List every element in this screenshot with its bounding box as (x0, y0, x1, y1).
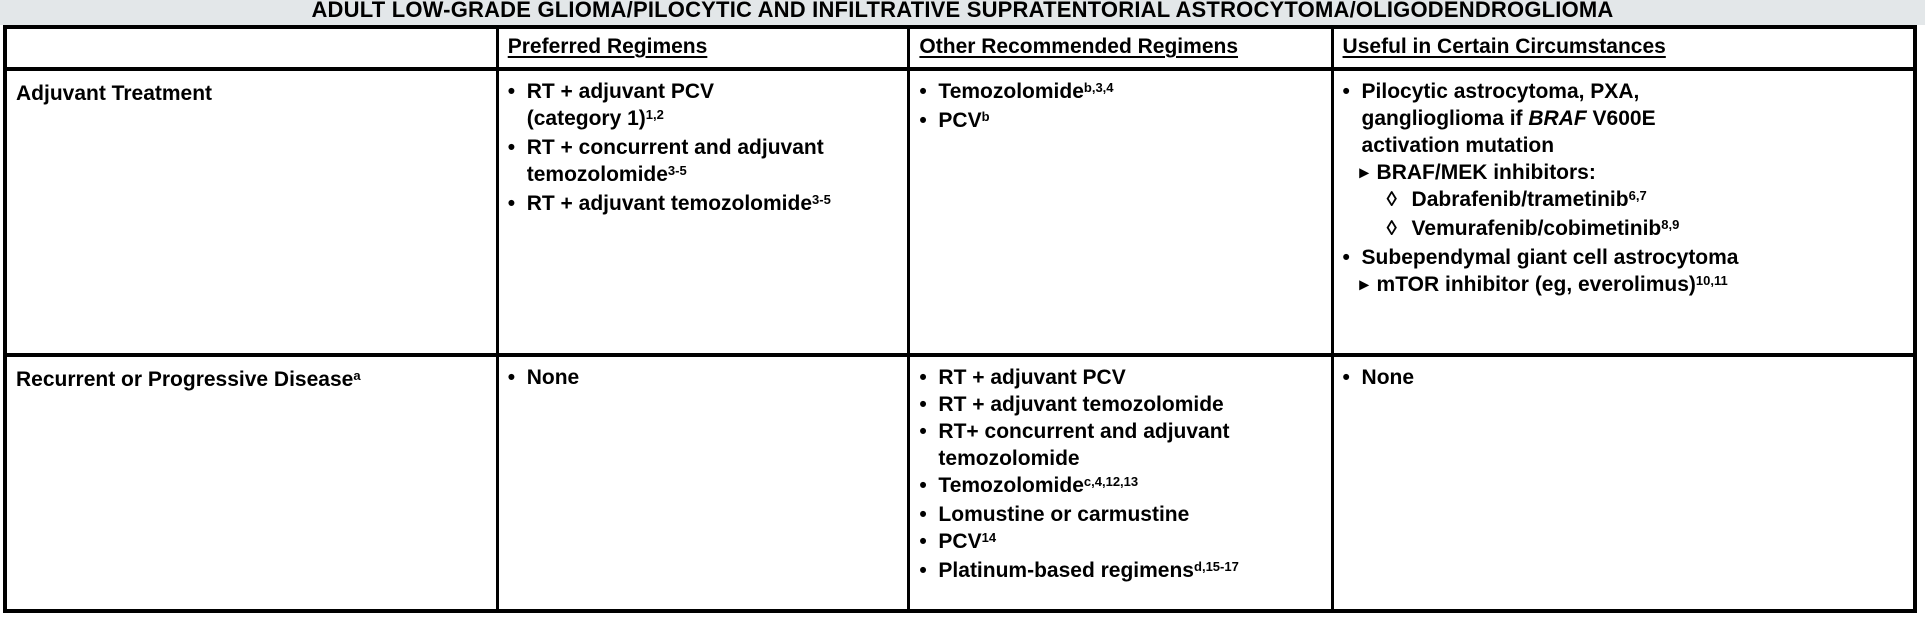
list-item-text: RT+ concurrent and adjuvant temozolomide (938, 420, 1230, 470)
bullet-icon: • (507, 192, 516, 215)
list-item-text: Pilocytic astrocytoma, PXA, ganglioglioma if BRAF V600E activation mutation (1361, 80, 1656, 157)
gene-name: BRAF (1528, 107, 1587, 130)
bullet-icon: • (919, 366, 927, 389)
list-item (919, 78, 1322, 107)
useful-circumstances-cell (1334, 357, 1913, 609)
list-item (919, 107, 1322, 136)
list-item-text: PCV$^{14}$ (938, 530, 997, 553)
footnote-ref: d,15-17 (1194, 559, 1239, 575)
footnote-ref: 10,11 (1695, 273, 1728, 289)
list-item-text: BRAF/MEK inhibitors: (1376, 161, 1596, 184)
other-recommended-cell (910, 71, 1333, 353)
list-item-text: Lomustine or carmustine (938, 503, 1190, 526)
list-item-text: PCV$^b$ (938, 109, 990, 132)
title-band (0, 0, 1925, 25)
footnote-ref: b,3,4 (1083, 80, 1114, 96)
bullet-icon: • (919, 80, 927, 103)
footnote-ref: 1,2 (645, 107, 664, 123)
header-label-useful: Useful in Certain Circumstances (1342, 35, 1666, 58)
list-item (1343, 244, 1905, 271)
arrow-bullet-icon: ▸ (1359, 162, 1369, 182)
list-item (919, 528, 1322, 557)
list-item-text: Temozolomide$^{c,4,12,13}$ (938, 474, 1139, 497)
list-item (1387, 215, 1905, 244)
bullet-icon: • (919, 420, 927, 443)
header-cell-other-recommended (910, 29, 1333, 67)
list-item-text: mTOR inhibitor (eg, everolimus)$^{10,11}$ (1376, 273, 1728, 296)
header-cell-useful (1334, 29, 1913, 67)
diamond-bullet-icon: ◊ (1386, 217, 1397, 240)
bullet-icon: • (919, 503, 927, 526)
useful-circumstances-cell (1334, 71, 1913, 353)
footnote-ref: 3-5 (667, 163, 687, 179)
list-item-text: Platinum-based regimens$^{d,15-17}$ (938, 559, 1239, 582)
list-item (1343, 364, 1905, 391)
header-label-other-recommended: Other Recommended Regimens (919, 35, 1239, 58)
preferred-regimens-cell (499, 357, 911, 609)
list-item-text: None (526, 366, 580, 389)
footnote-ref: c,4,12,13 (1083, 474, 1139, 490)
bullet-icon: • (507, 366, 516, 389)
list-item-text: RT + adjuvant temozolomide (938, 393, 1224, 416)
bullet-icon: • (1342, 80, 1350, 103)
list-item-text: None (1361, 366, 1415, 389)
footnote-ref: a (353, 368, 361, 384)
list-item-text: Temozolomide$^{b,3,4}$ (938, 80, 1114, 103)
bullet-icon: • (1342, 366, 1350, 389)
bullet-icon: • (919, 559, 927, 582)
list-item (508, 190, 900, 219)
row-label-cell (7, 357, 499, 609)
guidelines-table (3, 25, 1917, 613)
header-cell-empty (7, 29, 499, 67)
header-label-preferred: Preferred Regimens (507, 35, 708, 58)
row-recurrent-progressive-disease (7, 357, 1913, 609)
preferred-regimens-cell (499, 71, 911, 353)
page-title: ADULT LOW-GRADE GLIOMA/PILOCYTIC AND INFILTRATIVE SUPRATENTORIAL ASTROCYTOMA/OLIGODENDROGLIOMA (311, 0, 1614, 22)
footnote-ref: 8,9 (1661, 217, 1680, 233)
header-cell-preferred (499, 29, 911, 67)
list-item-text: RT + adjuvant PCV (category 1)$^{1,2}$ (526, 80, 715, 130)
bullet-icon: • (507, 136, 516, 159)
bullet-icon: • (919, 393, 927, 416)
bullet-icon: • (1342, 246, 1350, 269)
diamond-bullet-icon: ◊ (1386, 188, 1397, 211)
row-label-cell (7, 71, 499, 353)
bullet-icon: • (919, 530, 927, 553)
list-item (508, 134, 900, 190)
footnote-ref: 6,7 (1628, 188, 1647, 204)
list-item (508, 364, 900, 391)
footnote-ref: b (981, 109, 990, 125)
arrow-bullet-icon: ▸ (1359, 274, 1369, 294)
header-row (7, 29, 1913, 71)
list-item-text: RT + adjuvant PCV (938, 366, 1126, 389)
list-item-text: RT + concurrent and adjuvant temozolomide$^{3-5}$ (526, 136, 824, 186)
list-item-text: Subependymal giant cell astrocytoma (1361, 246, 1739, 269)
list-item-text: RT + adjuvant temozolomide$^{3-5}$ (526, 192, 831, 215)
list-item (919, 391, 1322, 418)
list-item (919, 557, 1322, 586)
list-item (919, 418, 1322, 472)
row-label: Recurrent or Progressive Disease$^a$ (16, 368, 361, 391)
bullet-icon: • (919, 474, 927, 497)
list-item (1387, 186, 1905, 215)
list-item (919, 472, 1322, 501)
row-adjuvant-treatment (7, 71, 1913, 357)
footnote-ref: 3-5 (812, 192, 831, 208)
list-item-text: Vemurafenib/cobimetinib$^{8,9}$ (1411, 217, 1680, 240)
bullet-icon: • (919, 109, 927, 132)
footnote-ref: 14 (981, 530, 997, 546)
list-item (919, 501, 1322, 528)
list-item-text: Dabrafenib/trametinib$^{6,7}$ (1411, 188, 1647, 211)
bullet-icon: • (507, 80, 516, 103)
list-item (1360, 159, 1905, 186)
row-label: Adjuvant Treatment (16, 82, 213, 105)
list-item (919, 364, 1322, 391)
list-item (508, 78, 900, 134)
list-item (1343, 78, 1905, 159)
list-item (1360, 271, 1905, 300)
other-recommended-cell (910, 357, 1333, 609)
